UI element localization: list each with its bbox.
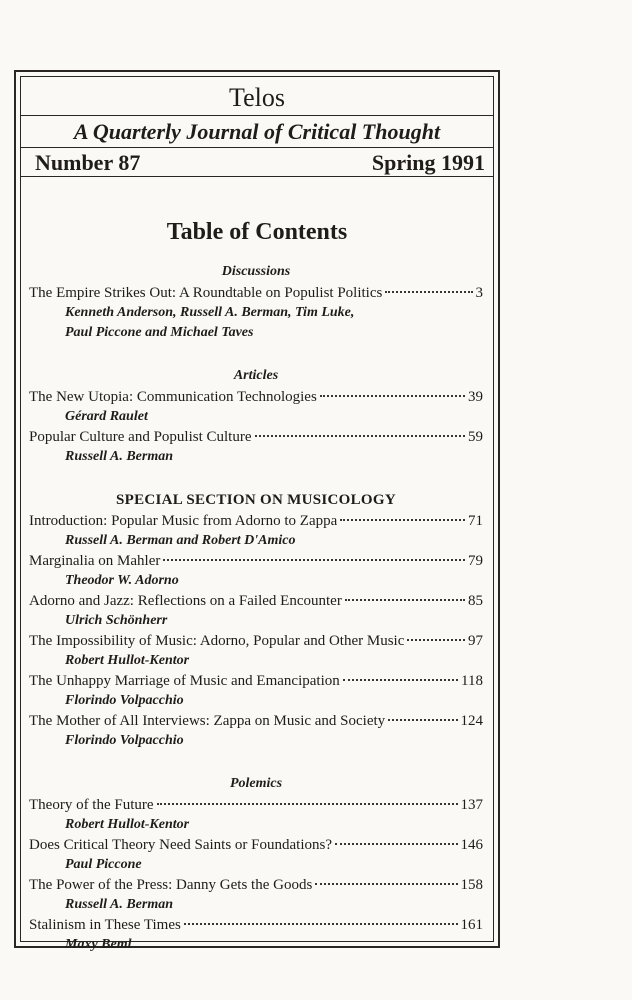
entry-author: Paul Piccone — [65, 857, 142, 872]
entry-page: 79 — [468, 553, 483, 569]
entry-title: Theory of the Future — [29, 797, 154, 813]
section-heading-musicology: SPECIAL SECTION ON MUSICOLOGY — [115, 492, 396, 508]
dot-leader — [343, 679, 458, 681]
dot-leader — [385, 291, 472, 293]
toc-entry — [29, 551, 483, 571]
dot-leader — [407, 639, 465, 641]
section-heading-articles: Articles — [233, 368, 279, 383]
entry-title: Adorno and Jazz: Reflections on a Failed Encounter — [29, 593, 342, 609]
entry-page: 137 — [460, 797, 483, 813]
entry-page: 146 — [460, 837, 483, 853]
dot-leader — [255, 435, 466, 437]
journal-subtitle: A Quarterly Journal of Critical Thought — [21, 115, 493, 148]
toc-entry — [29, 283, 483, 303]
entry-author: Florindo Volpacchio — [65, 733, 184, 748]
entry-title: The New Utopia: Communication Technologies — [29, 389, 317, 405]
dot-leader — [340, 519, 465, 521]
dot-leader — [335, 843, 457, 845]
contents-inner-frame — [20, 76, 494, 952]
dot-leader — [157, 803, 458, 805]
toc-entry — [29, 427, 483, 447]
dot-leader — [345, 599, 465, 601]
entry-page: 118 — [461, 673, 483, 689]
entry-page: 97 — [468, 633, 483, 649]
entry-author: Robert Hullot-Kentor — [65, 653, 190, 668]
toc-entries — [29, 261, 483, 955]
dot-leader — [320, 395, 465, 397]
entry-page: 161 — [460, 917, 483, 933]
entry-author: Kenneth Anderson, Russell A. Berman, Tim Luke, — [65, 305, 355, 320]
toc-entry — [29, 711, 483, 731]
entry-title: The Impossibility of Music: Adorno, Popular and Other Music — [29, 633, 405, 649]
entry-title: Introduction: Popular Music from Adorno to Zappa — [29, 513, 338, 529]
issue-number: Number 87 — [35, 150, 141, 175]
entry-author: Gérard Raulet — [65, 409, 148, 424]
entry-title: Popular Culture and Populist Culture — [29, 429, 252, 445]
entry-page: 39 — [468, 389, 483, 405]
entry-page: 158 — [460, 877, 483, 893]
toc-entry — [29, 671, 483, 691]
toc-entry — [29, 795, 483, 815]
dot-leader — [315, 883, 457, 885]
issue-bar — [21, 147, 493, 177]
entry-title: The Power of the Press: Danny Gets the Goods — [29, 877, 313, 893]
entry-page: 124 — [460, 713, 483, 729]
entry-author: Russell A. Berman and Robert D'Amico — [65, 533, 296, 548]
toc-entry — [29, 511, 483, 531]
entry-author: Maxy Beml — [65, 937, 132, 952]
dot-leader — [388, 719, 457, 721]
contents-frame — [14, 70, 500, 952]
toc-entry — [29, 631, 483, 651]
entry-author: Russell A. Berman — [65, 449, 174, 464]
toc-entry — [29, 915, 483, 935]
section-heading-polemics: Polemics — [229, 776, 283, 791]
entry-title: Stalinism in These Times — [29, 917, 181, 933]
entry-author: Florindo Volpacchio — [65, 693, 184, 708]
toc-entry — [29, 387, 483, 407]
entry-title: The Empire Strikes Out: A Roundtable on Populist Politics — [29, 285, 383, 301]
toc-entry — [29, 591, 483, 611]
entry-title: The Mother of All Interviews: Zappa on Music and Society — [29, 713, 386, 729]
section-heading-discussions: Discussions — [221, 264, 291, 279]
entry-page: 71 — [468, 513, 483, 529]
entry-title: The Unhappy Marriage of Music and Emancipation — [29, 673, 340, 689]
entry-title: Does Critical Theory Need Saints or Foundations? — [29, 837, 333, 853]
dot-leader — [184, 923, 458, 925]
issue-season: Spring 1991 — [371, 150, 485, 175]
entry-author: Paul Piccone and Michael Taves — [65, 325, 254, 340]
entry-author: Russell A. Berman — [65, 897, 174, 912]
entry-title: Marginalia on Mahler — [29, 553, 161, 569]
entry-author: Ulrich Schönherr — [65, 613, 168, 628]
journal-title: Telos — [229, 83, 285, 112]
entry-author: Robert Hullot-Kentor — [65, 817, 190, 832]
entry-author: Theodor W. Adorno — [65, 573, 179, 588]
toc-heading: Table of Contents — [166, 219, 348, 245]
entry-page: 3 — [475, 285, 483, 301]
toc-entry — [29, 835, 483, 855]
entry-page: 85 — [468, 593, 483, 609]
entry-page: 59 — [468, 429, 483, 445]
dot-leader — [163, 559, 465, 561]
toc-entry — [29, 875, 483, 895]
